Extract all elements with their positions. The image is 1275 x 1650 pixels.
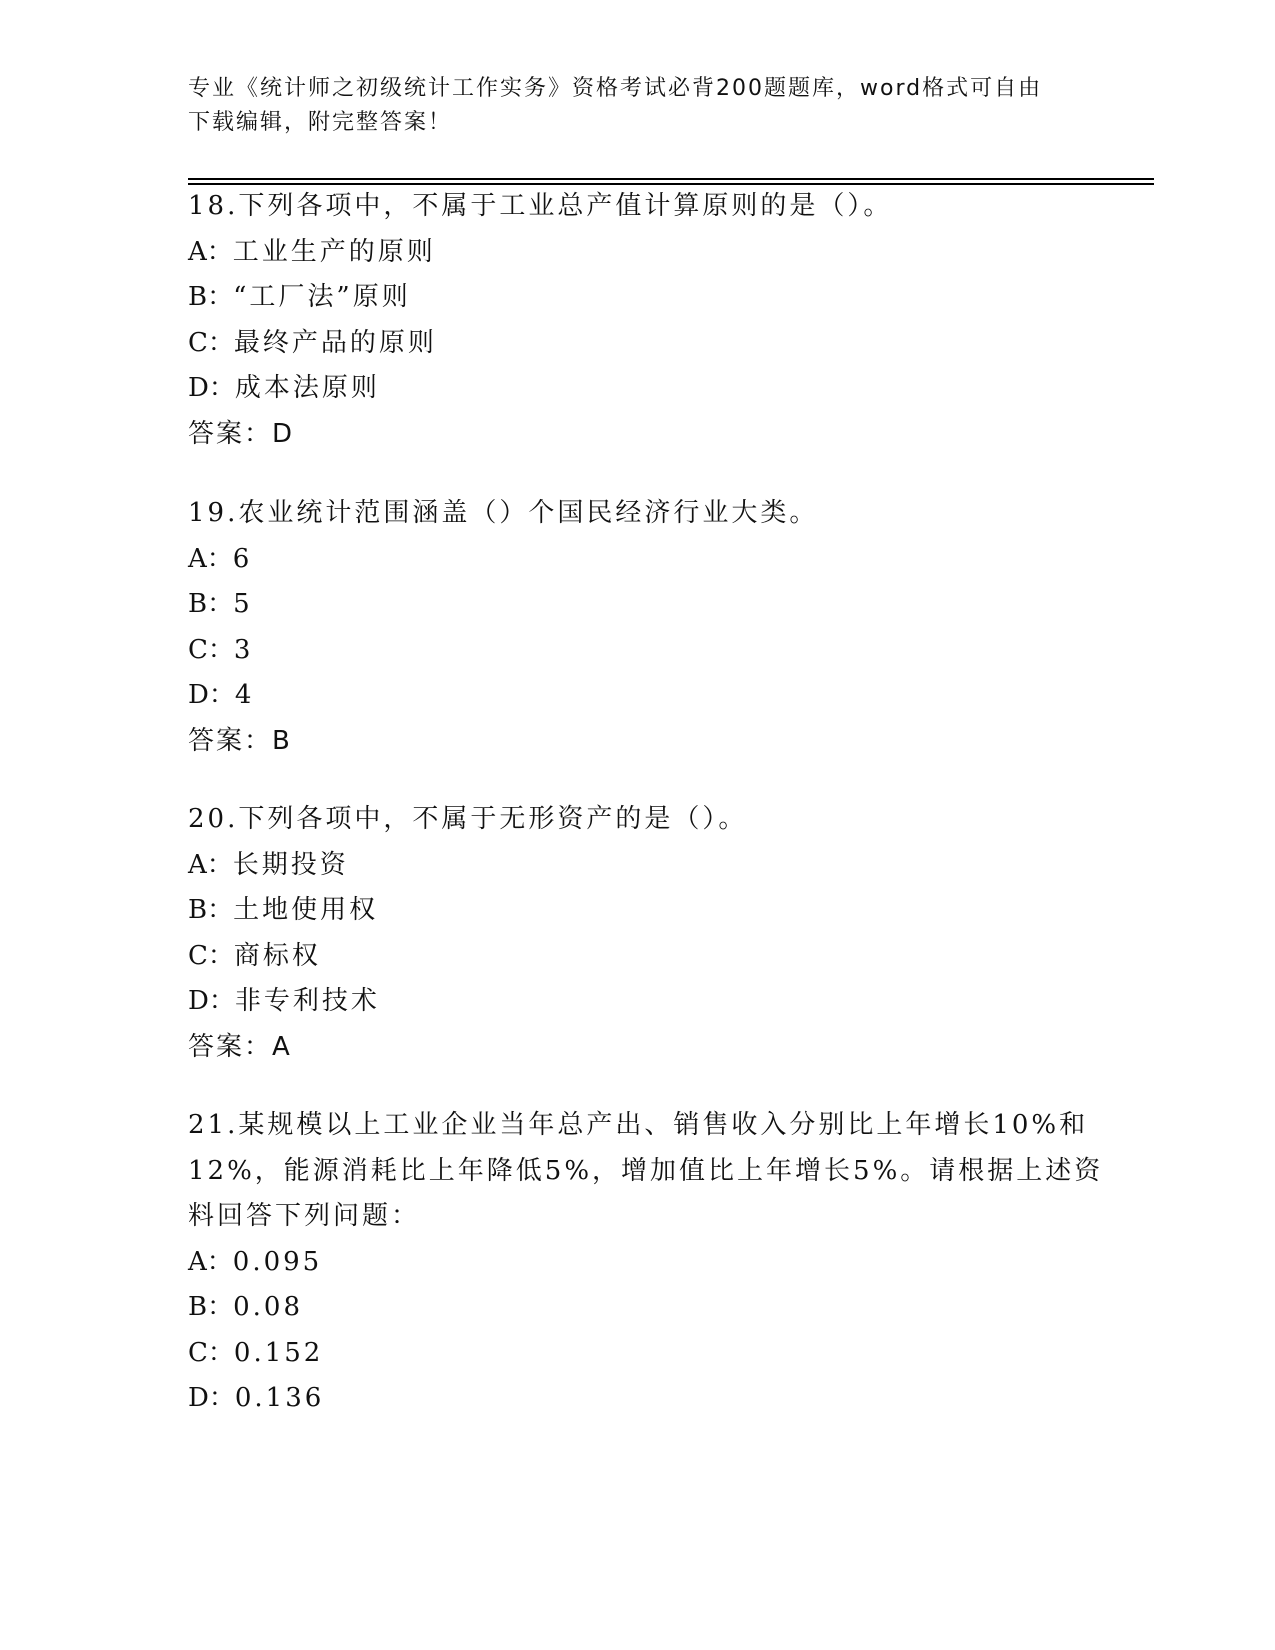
option-text: “工厂法”原则 (233, 282, 411, 312)
option-c (188, 934, 1088, 980)
document-header (188, 72, 1068, 140)
header-line-2: 下载编辑，附完整答案！ (188, 110, 453, 135)
header-line-1: 专业《统计师之初级统计工作实务》资格考试必背200题题库，word格式可自由 (188, 76, 1043, 101)
option-text: 非专利技术 (234, 986, 380, 1016)
option-c (188, 628, 1088, 674)
option-letter: A： (188, 543, 233, 574)
option-letter: C： (188, 1337, 234, 1368)
option-text: 5 (233, 589, 253, 619)
answer: 答案：B (188, 725, 292, 756)
option-letter: B： (188, 282, 234, 312)
option-letter: D： (188, 986, 235, 1016)
option-a (188, 230, 1088, 276)
question-stem-line: 18.下列各项中，不属于工业总产值计算原则的是（）。 (188, 191, 893, 221)
question-stem-line: 料回答下列问题： (188, 1201, 421, 1231)
option-text: 长期投资 (232, 849, 349, 880)
question-stem-line: 12%，能源消耗比上年降低5%，增加值比上年增长5%。请根据上述资 (188, 1155, 1104, 1186)
option-text: 6 (232, 543, 253, 574)
option-c (188, 1331, 1088, 1377)
question-stem (188, 491, 1088, 537)
question-stem (188, 1103, 1104, 1240)
option-text: 商标权 (233, 940, 321, 971)
option-letter: A： (188, 236, 233, 267)
option-letter: A： (188, 1246, 233, 1277)
option-text: 4 (234, 680, 255, 710)
option-b (188, 888, 1088, 934)
option-a (188, 1240, 1088, 1286)
question-20 (188, 797, 1088, 1070)
option-letter: C： (188, 327, 234, 358)
question-stem-line: 20.下列各项中，不属于无形资产的是（）。 (188, 804, 748, 834)
option-text: 0.152 (233, 1337, 324, 1368)
option-letter: C： (188, 634, 234, 665)
option-letter: B： (188, 589, 234, 619)
question-18 (188, 184, 1088, 457)
option-letter: A： (188, 849, 233, 880)
question-21 (188, 1103, 1104, 1422)
option-letter: D： (188, 373, 235, 403)
question-stem-line: 19.农业统计范围涵盖（）个国民经济行业大类。 (188, 498, 819, 528)
option-text: 最终产品的原则 (233, 327, 437, 358)
option-letter: C： (188, 940, 234, 971)
option-text: 3 (233, 634, 254, 665)
option-text: 0.136 (234, 1383, 325, 1413)
answer: 答案：A (188, 1031, 292, 1062)
option-a (188, 843, 1088, 889)
option-letter: D： (188, 680, 235, 710)
option-a (188, 537, 1088, 583)
option-d (188, 1376, 1088, 1422)
question-stem (188, 797, 1088, 843)
option-text: 0.095 (232, 1246, 323, 1277)
option-text: 成本法原则 (234, 373, 380, 403)
option-d (188, 366, 1088, 412)
option-c (188, 321, 1088, 367)
question-19 (188, 491, 1088, 764)
option-d (188, 979, 1088, 1025)
option-b (188, 582, 1088, 628)
question-stem (188, 184, 1088, 230)
answer: 答案：D (188, 418, 295, 449)
option-d (188, 673, 1088, 719)
option-letter: B： (188, 895, 234, 925)
option-b (188, 275, 1088, 321)
option-letter: D： (188, 1383, 235, 1413)
option-text: 工业生产的原则 (232, 236, 436, 267)
option-letter: B： (188, 1292, 234, 1322)
option-text: 0.08 (233, 1292, 303, 1322)
question-stem-line: 21.某规模以上工业企业当年总产出、销售收入分别比上年增长10%和 (188, 1110, 1089, 1140)
option-b (188, 1285, 1088, 1331)
header-divider-top (188, 178, 1154, 180)
option-text: 土地使用权 (233, 895, 379, 925)
